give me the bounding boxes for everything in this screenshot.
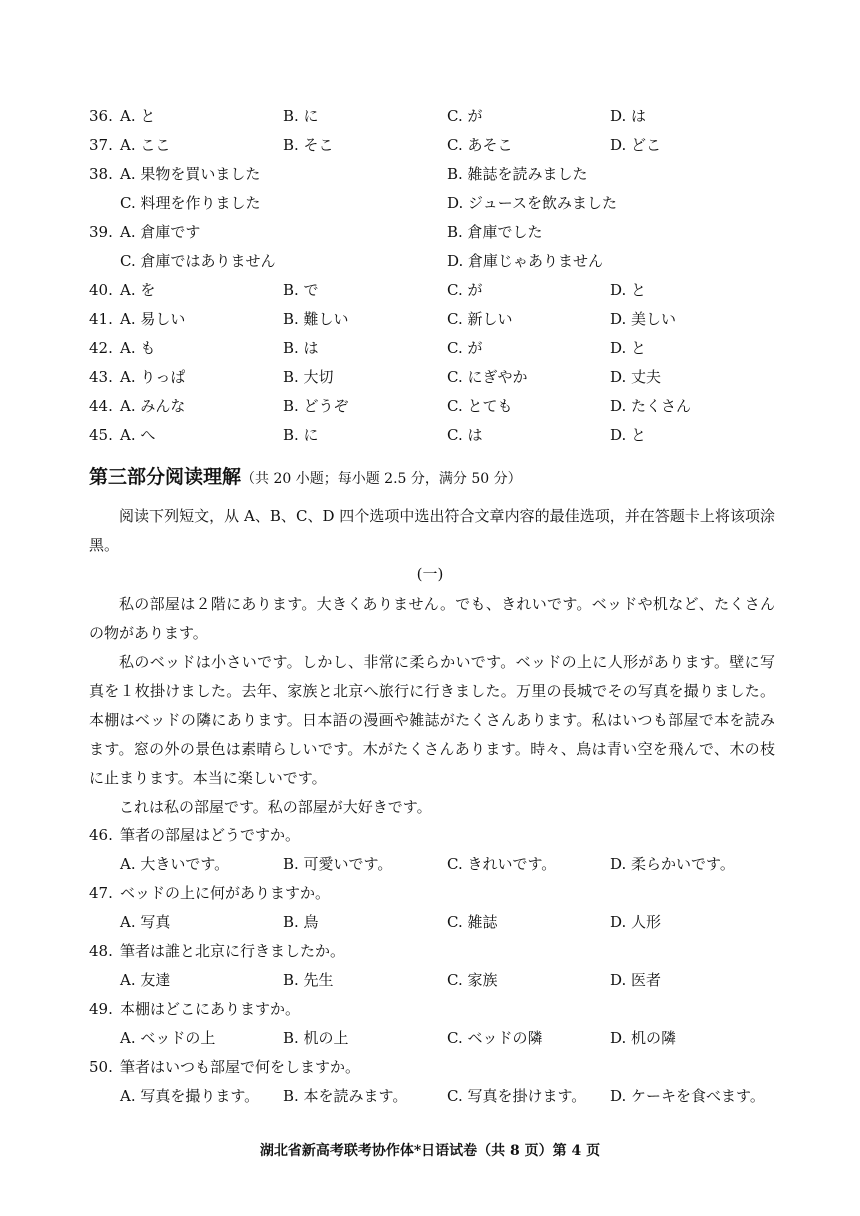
option-d: D. どこ [610,136,662,154]
option-b: B. 本を読みます。 [283,1087,408,1105]
option-row [0,852,860,876]
option-d: D. 倉庫じゃありません [447,252,604,270]
option-c: C. 家族 [447,971,498,989]
option-c: C. は [447,426,483,444]
option-b: B. 机の上 [283,1029,349,1047]
option-d: D. は [610,107,647,125]
question-stem [0,997,860,1021]
option-row [0,365,860,389]
option-row [0,249,860,273]
option-c: C. 雑誌 [447,913,498,931]
question-number: 45. [89,426,113,444]
passage-paragraph-3: これは私の部屋です。私の部屋が大好きです。 [119,798,432,816]
option-row [0,104,860,128]
passage-label: (一) [416,565,444,583]
question-number: 38. [89,165,113,183]
question-number: 49. [89,1000,113,1018]
option-d: D. たくさん [610,397,692,415]
option-b: B. は [283,339,319,357]
option-a: A. みんな [120,397,186,415]
option-c: C. 料理を作りました [120,194,261,212]
option-b: B. 雑誌を読みました [447,165,588,183]
option-b: B. 可愛いです。 [283,855,393,873]
option-a: A. ベッドの上 [120,1029,216,1047]
option-b: B. そこ [283,136,334,154]
option-d: D. と [610,339,647,357]
question-stem [0,823,860,847]
option-d: D. ケーキを食べます。 [610,1087,765,1105]
question-text: 筆者は誰と北京に行きましたか。 [120,942,346,960]
option-d: D. 柔らかいです。 [610,855,735,873]
option-b: B. に [283,426,319,444]
option-c: C. 写真を掛けます。 [447,1087,587,1105]
option-row [0,423,860,447]
passage-paragraph-2: 私のベッドは小さいです。しかし、非常に柔らかいです。ベッドの上に人形があります。壁に写真を１枚掛けました。去年、家族と北京へ旅行に行きました。万里の長城でその写真を撮りました。本棚はベッドの隣にあります。日本語の漫画や雑誌がたくさんあります。私はいつも部屋で本を読みます。窓の外の景色は素晴らしいです。木がたくさんあります。時々、鳥は青い空を飛んで、木の枝に止まります。本当に楽しいです。 [89,653,775,787]
section-instruction: 阅读下列短文，从 A、B、C、D 四个选项中选出符合文章内容的最佳选项，并在答题卡上将该项涂黑。 [89,507,775,554]
option-c: C. が [447,281,483,299]
question-number: 47. [89,884,113,902]
section-title: 第三部分阅读理解 [89,466,242,488]
question-number: 48. [89,942,113,960]
option-row [0,307,860,331]
option-c: C. 倉庫ではありません [120,252,276,270]
option-a: A. 写真 [120,913,171,931]
option-row [0,1026,860,1050]
option-a: A. を [120,281,156,299]
option-row [0,133,860,157]
option-a: A. へ [120,426,156,444]
question-text: 本棚はどこにありますか。 [120,1000,301,1018]
question-stem [0,1055,860,1079]
option-row [0,968,860,992]
question-text: ベッドの上に何がありますか。 [120,884,331,902]
option-b: B. 先生 [283,971,334,989]
question-stem [0,881,860,905]
option-a: A. 友達 [120,971,171,989]
option-row [0,394,860,418]
question-number: 44. [89,397,113,415]
option-a: A. 大きいです。 [120,855,230,873]
option-a: A. 果物を買いました [120,165,261,183]
question-number: 40. [89,281,113,299]
option-row [0,1084,860,1108]
section-note: （共 20 小题；每小题 2.5 分，满分 50 分） [241,471,522,487]
option-b: B. 倉庫でした [447,223,543,241]
option-d: D. 医者 [610,971,662,989]
passage-paragraph-1: 私の部屋は２階にあります。大きくありません。でも、きれいです。ベッドや机など、たくさんの物があります。 [89,595,775,642]
option-c: C. にぎやか [447,368,528,386]
question-number: 37. [89,136,113,154]
option-c: C. あそこ [447,136,513,154]
option-d: D. ジュースを飲みました [447,194,617,212]
option-a: A. りっぱ [120,368,186,386]
option-c: C. ベッドの隣 [447,1029,543,1047]
option-c: C. 新しい [447,310,513,328]
option-c: C. きれいです。 [447,855,557,873]
option-d: D. 丈夫 [610,368,662,386]
option-a: A. 易しい [120,310,186,328]
page-footer: 湖北省新高考联考协作体*日语试卷（共 8 页）第 4 页 [259,1143,601,1159]
option-c: C. とても [447,397,513,415]
option-b: B. で [283,281,319,299]
option-d: D. 美しい [610,310,677,328]
section-heading [89,463,522,491]
option-b: B. 難しい [283,310,349,328]
question-text: 筆者はいつも部屋で何をしますか。 [120,1058,361,1076]
question-number: 39. [89,223,113,241]
option-b: B. に [283,107,319,125]
question-text: 筆者の部屋はどうですか。 [120,826,301,844]
option-a: A. ここ [120,136,171,154]
option-b: B. どうぞ [283,397,349,415]
option-b: B. 鳥 [283,913,319,931]
option-a: A. 倉庫です [120,223,201,241]
option-c: C. が [447,339,483,357]
option-d: D. 人形 [610,913,662,931]
question-number: 42. [89,339,113,357]
question-number: 50. [89,1058,113,1076]
question-number: 46. [89,826,113,844]
option-d: D. と [610,281,647,299]
option-c: C. が [447,107,483,125]
option-row [0,278,860,302]
option-a: A. 写真を撮ります。 [120,1087,260,1105]
question-number: 36. [89,107,113,125]
question-number: 43. [89,368,113,386]
option-row [0,910,860,934]
option-row [0,162,860,186]
option-row [0,220,860,244]
question-number: 41. [89,310,113,328]
option-d: D. 机の隣 [610,1029,677,1047]
option-row [0,191,860,215]
question-stem [0,939,860,963]
option-a: A. も [120,339,156,357]
option-a: A. と [120,107,156,125]
option-b: B. 大切 [283,368,334,386]
option-d: D. と [610,426,647,444]
option-row [0,336,860,360]
